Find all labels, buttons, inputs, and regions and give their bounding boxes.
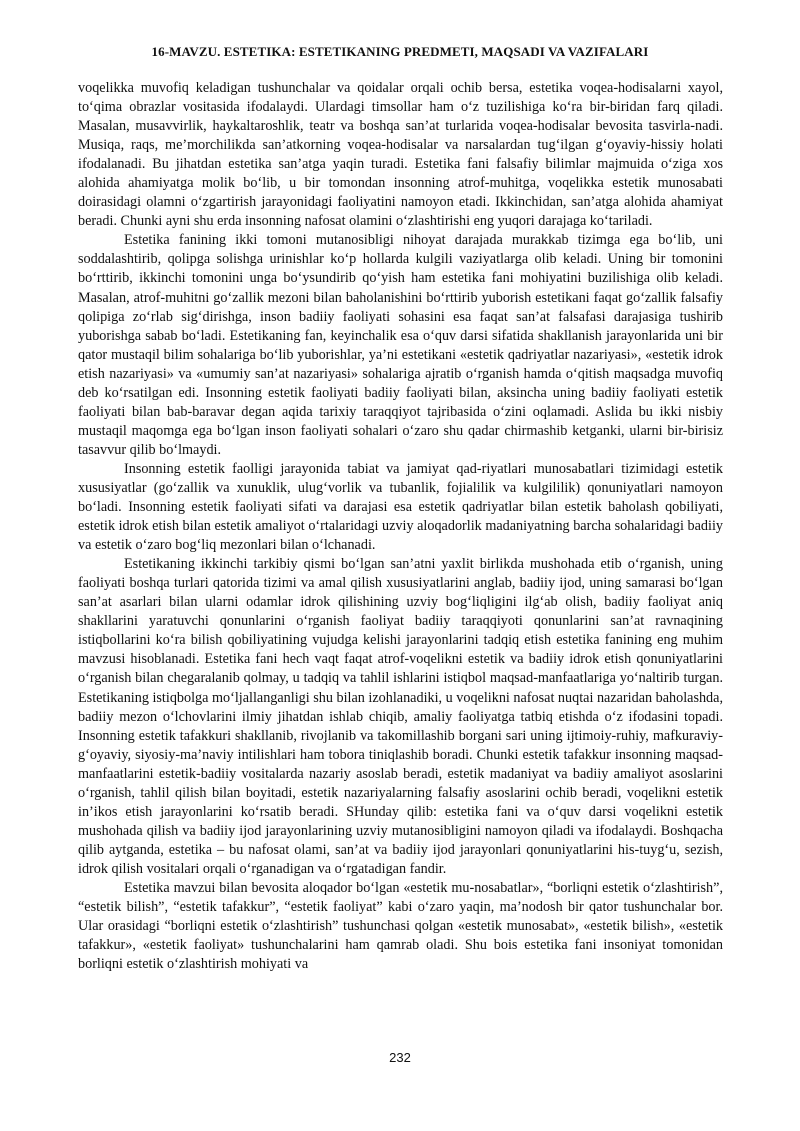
- paragraph: Insonning estetik faolligi jarayonida tabiat va jamiyat qad-riyatlari munosabatlari tizimidagi estetik xususiyatlar (go‘zallik va xunuklik, ulug‘vorlik va tubanlik, fojialilik va kulgililik) qonuniyatlari namoyon bo‘ladi. Insonning estetik faoliyati sifati va darajasi esa estetik qadriyatlar bilan estetik baholash qobiliyati, estetik idrok etish bilan estetik amaliyot o‘rtalaridagi uzviy aloqadorlik madaniyatning barcha sohalaridagi badiiy va estetik o‘zaro bog‘liq mezonlari bilan o‘lchanadi.: [78, 460, 723, 554]
- paragraph: Estetikaning ikkinchi tarkibiy qismi bo‘lgan san’atni yaxlit birlikda mushohada etib o‘rganish, uning faoliyati boshqa turlari qatorida tizimi va amal qilish xususiyatlarini anglab, badiiy ijod, uning samarasi bo‘lgan san’at asarlari bilan ularni odamlar idrok qilishining uzviy bog‘liqligini ilg‘ab olish, badiiy faoliyat aniq shakllarini yaratuvchi qonunlarini o‘rganish faoliyat badiiy taraqqiyoti qonunlarini san’at ravnaqining istiqbollarini ko‘ra bilish qobiliyatining vujudga kelishi jarayonlarini tadqiq etish estetika fanining eng muhim mavzusi hisoblanadi. Estetika fani hech vaqt faqat atrof-voqelikni estetik va badiiy idrok etish qonuniyatlarini o‘rganish bilan chegaralanib qolmay, u tadqiq va tahlil ishlarini istiqbol maqsad-manfaatlariga yo‘naltirib turgan. Estetikaning istiqbolga mo‘ljallanganligi shu bilan izohlanadiki, u voqelikni nafosat nuqtai nazaridan baholashda, badiiy mezon o‘lchovlarini ilmiy jihatdan ishlab chiqib, amaliy faoliyatga tatbiq etishda o‘z ifodasini topadi. Insonning estetik tafakkuri shakllanib, rivojlanib va takomillashib borgani sari uning ijtimoiy-ruhiy, mafkuraviy-g‘oyaviy, siyosiy-ma’naviy intilishlari ham tobora tiniqlashib boradi. Chunki estetik tafakkur insonning maqsad-manfaatlarini estetik-badiiy vositalarda nazariy asoslab beradi, estetik madaniyat va badiiy amaliyot asoslarini o‘rganish, tahlil qilish bilan boyitadi, estetik nazariyalarning falsafiy asoslarini ochib beradi, voqelikni estetik in’ikos etish jarayonlarini ko‘rsatib beradi. SHunday qilib: estetika fani va o‘quv darsi voqelikni estetik mushohada qilish va badiiy ijod jarayonlarining uzviy mutanosibligini namoyon qiladi va ifodalaydi. Boshqacha qilib aytganda, estetika – bu nafosat olami, san’at va badiiy ijod jarayonlari qonuniyatlarini his-tuyg‘u, sezish, idrok qilish vositalari orqali o‘rganadigan va o‘rgatadigan fandir.: [78, 556, 723, 877]
- paragraph-continuation: voqelikka muvofiq keladigan tushunchalar va qoidalar orqali ochib bersa, estetika voqea-hodisalarni xayol, to‘qima obrazlar vositasida ifodalaydi. Ulardagi timsollar ham o‘z tuzilishiga ko‘ra bir-biridan farq qiladi. Masalan, musavvirlik, haykaltaroshlik, teatr va boshqa san’at turlarida voqea-hodisalar bevosita tasvirla-nadi. Musiqa, raqs, me’morchilikda san’atkorning voqea-hodisalar va narsalardan tug‘ilgan g‘oyaviy-hissiy holati ifodalanadi. Bu jihatdan estetika san’atga yaqin turadi. Estetika fani falsafiy bilimlar majmuida o‘ziga xos alohida ahamiyatga molik bo‘lib, u bir tomondan insonning atrof-muhitga, voqelikka estetik munosabati doirasidagi olamni o‘zgartirish jarayonidagi faoliyatini namoyon etadi. Ikkinchidan, san’atga alohida ahamiyat beradi. Chunki ayni shu erda insonning nafosat olamini o‘zlashtirishi eng yuqori darajaga ko‘tariladi.: [78, 80, 723, 230]
- body-text: [78, 79, 723, 974]
- page-number: 232: [389, 1050, 411, 1065]
- paragraph: Estetika mavzui bilan bevosita aloqador bo‘lgan «estetik mu-nosabatlar», “borliqni estetik o‘zlashtirish”, “estetik bilish”, “estetik tafakkur”, “estetik faoliyat” kabi o‘zaro yaqin, ma’nodosh bir qator tushunchalar bor. Ular orasidagi “borliqni estetik o‘zlashtirish” tushunchasi qolgan «estetik munosabat», «estetik bilish», «estetik tafakkur», «estetik faoliyat» tushunchalarini ham qamrab oladi. Shu bois estetika fani insoniyat tomonidan borliqni estetik o‘zlashtirish mohiyati va: [78, 879, 723, 973]
- paragraph: Estetika fanining ikki tomoni mutanosibligi nihoyat darajada murakkab tizimga ega bo‘lib, uni soddalashtirib, qolipga solishga urinishlar ko‘p hollarda kulgili vaziyatlarga olib keladi. Uning bir tomonini bo‘rttirib, ikkinchi tomonini unga bo‘ysundirib qo‘yish ham estetika fani mohiyatini buzilishiga olib keladi. Masalan, atrof-muhitni go‘zallik mezoni bilan baholanishini bo‘rttirib yuborish estetikani faqat go‘zallik falsafiy qolipiga zo‘rlab sig‘dirishga, inson badiiy faoliyati sohasini esa faqat san’at falsafasi darajasiga tushirib yuborishga sabab bo‘ladi. Estetikaning fan, keyinchalik esa o‘quv darsi sifatida shakllanish jarayonlarida uni bir qator mustaqil bilim sohalariga bo‘lib yuborishlar, ya’ni estetikani «estetik qadriyatlar nazariyasi», «estetik idrok etish nazariyasi» va «umumiy san’at nazariyasi» sohalariga ajratib o‘rganish hamda o‘qitish maqsadga muvofiq deb ko‘rsatilgan edi. Insonning estetik faoliyati badiiy faoliyati bilan, aksincha uning badiiy faoliyati estetik faoliyati bilan bab-baravar degan aqida tarixiy taraqqiyot tajribasida o‘zini oqlamadi. Aslida bu ikki nisbiy mustaqil maqomga ega bo‘lgan inson faoliyati sohalari o‘zaro shu qadar chirmashib ketganki, ularni bir-birisiz tasavvur qilib bo‘lmaydi.: [78, 232, 723, 458]
- running-header: 16-MAVZU. ESTETIKA: ESTETIKANING PREDMETI, MAQSADI VA VAZIFALARI: [151, 44, 649, 59]
